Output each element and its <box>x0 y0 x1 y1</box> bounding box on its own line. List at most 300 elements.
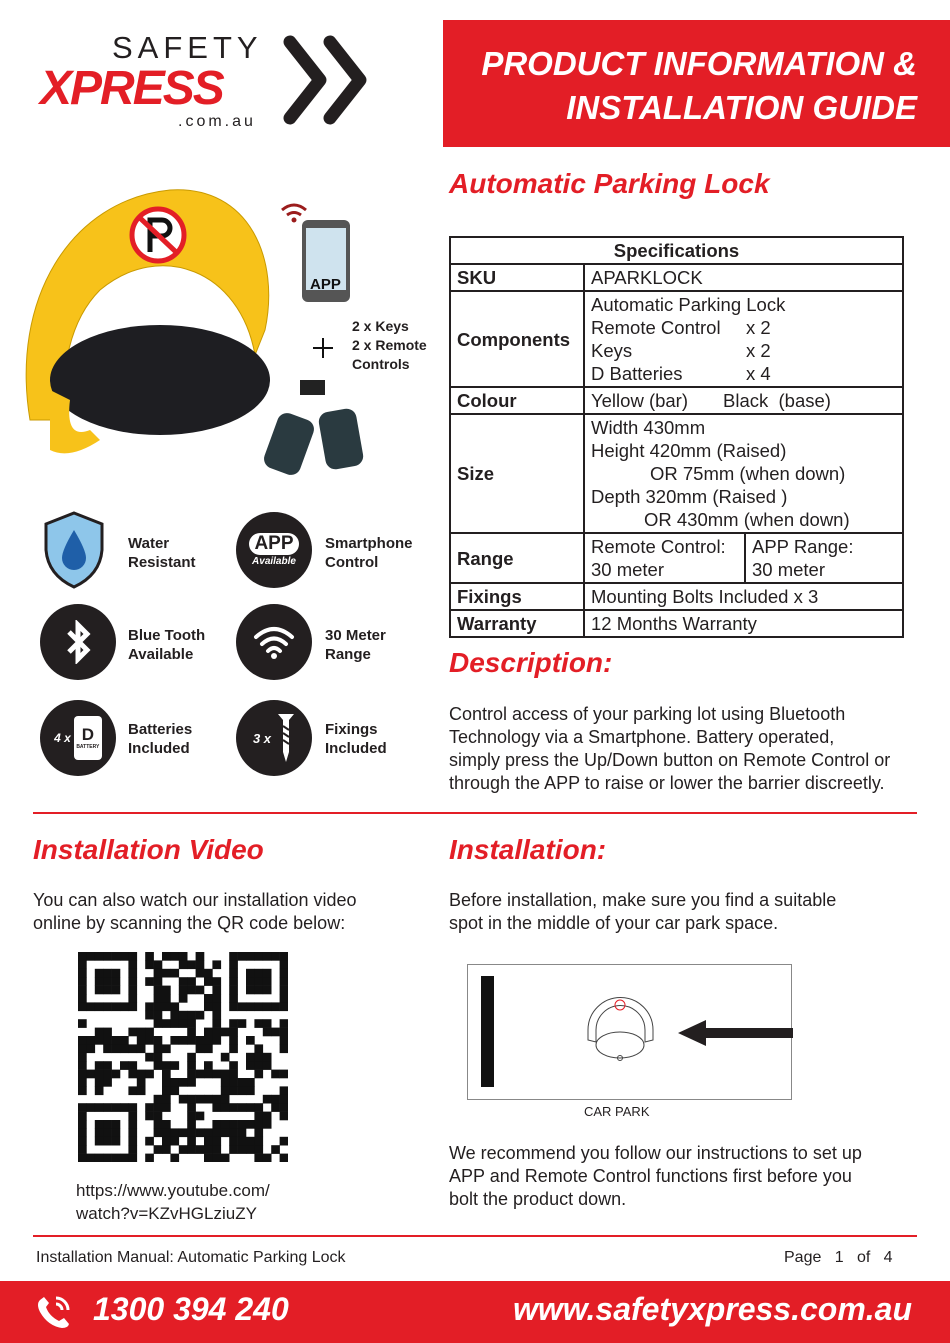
qr-module <box>179 1145 188 1154</box>
qr-module <box>246 986 255 995</box>
qr-module <box>221 1103 230 1112</box>
qr-module <box>263 1061 272 1070</box>
qr-module <box>196 969 205 978</box>
qr-module <box>145 1028 154 1037</box>
qr-module <box>246 1103 255 1112</box>
qr-module <box>221 1070 230 1079</box>
qr-module <box>170 1011 179 1020</box>
qr-module <box>128 1028 137 1037</box>
qr-module <box>154 1061 163 1070</box>
qr-module <box>254 1137 263 1146</box>
qr-module <box>162 1128 171 1137</box>
qr-module <box>145 1103 154 1112</box>
qr-module <box>187 1120 196 1129</box>
qr-module <box>120 952 129 961</box>
accessory-line: 2 x Keys <box>352 318 409 334</box>
qr-module <box>263 1019 272 1028</box>
qr-module <box>128 1061 137 1070</box>
qr-module <box>246 1036 255 1045</box>
qr-module <box>112 1044 121 1053</box>
manual-title: Installation Manual: Automatic Parking Lock <box>36 1249 346 1266</box>
qr-module <box>179 994 188 1003</box>
qr-module <box>145 960 154 969</box>
qr-module <box>280 986 288 995</box>
qr-module <box>238 1128 247 1137</box>
qr-module <box>103 1044 112 1053</box>
qr-module <box>280 1095 288 1104</box>
bluetooth-icon <box>40 604 116 680</box>
qr-module <box>137 1028 146 1037</box>
qr-module <box>78 1036 87 1045</box>
qr-module <box>204 1044 213 1053</box>
qr-module <box>103 952 112 961</box>
qr-module <box>196 960 205 969</box>
qr-module <box>212 1120 221 1129</box>
qr-module <box>263 1002 272 1011</box>
qr-module <box>154 1002 163 1011</box>
qr-module <box>212 1095 221 1104</box>
qr-module <box>212 1070 221 1079</box>
qr-module <box>196 1011 205 1020</box>
qr-module <box>162 1095 171 1104</box>
qr-module <box>187 1036 196 1045</box>
qr-module <box>86 1002 95 1011</box>
qr-module <box>229 1145 238 1154</box>
qr-module <box>86 1036 95 1045</box>
table-row: Range Remote Control: 30 meter APP Range: 30 meter <box>450 533 903 583</box>
qr-module <box>204 1036 213 1045</box>
qr-module <box>271 1070 280 1079</box>
qr-module <box>78 1086 87 1095</box>
feature-label: Fixings Included <box>325 721 387 757</box>
qr-module <box>229 1036 238 1045</box>
qr-module <box>95 952 104 961</box>
qr-module <box>196 952 205 961</box>
qr-module <box>246 1120 255 1129</box>
table-title: Specifications <box>450 237 903 264</box>
qr-module <box>204 1002 213 1011</box>
qr-module <box>128 1070 137 1079</box>
qr-module <box>187 1053 196 1062</box>
qr-module <box>196 1128 205 1137</box>
logo-domain: .com.au <box>178 113 256 130</box>
video-text: You can also watch our installation video online by scanning the QR code below: <box>33 890 357 933</box>
logo <box>38 32 368 132</box>
qr-module <box>280 1036 288 1045</box>
qr-module <box>204 1128 213 1137</box>
qr-module <box>103 969 112 978</box>
table-row: Warranty 12 Months Warranty <box>450 610 903 637</box>
qr-module <box>78 994 87 1003</box>
qr-module <box>137 1070 146 1079</box>
qr-module <box>212 1145 221 1154</box>
qr-module <box>162 1002 171 1011</box>
parking-lock-outline-icon <box>583 990 658 1065</box>
qr-module <box>78 1078 87 1087</box>
qr-module <box>229 1061 238 1070</box>
qr-module <box>95 986 104 995</box>
chevrons-icon <box>282 34 372 126</box>
qr-module <box>254 1061 263 1070</box>
qr-module <box>145 1011 154 1020</box>
qr-module <box>170 1128 179 1137</box>
qr-module <box>187 1137 196 1146</box>
website-link[interactable]: www.safetyxpress.com.au <box>513 1291 912 1327</box>
qr-module <box>254 1112 263 1121</box>
qr-module <box>212 1011 221 1020</box>
qr-module <box>254 1053 263 1062</box>
qr-module <box>179 1095 188 1104</box>
phone-icon <box>34 1294 74 1330</box>
qr-module <box>238 1019 247 1028</box>
qr-module <box>154 994 163 1003</box>
qr-module <box>179 977 188 986</box>
qr-module <box>95 1137 104 1146</box>
qr-module <box>254 986 263 995</box>
qr-module <box>162 1044 171 1053</box>
qr-module <box>229 1128 238 1137</box>
description-heading: Description: <box>449 647 613 678</box>
qr-module <box>254 1070 263 1079</box>
qr-module <box>103 1070 112 1079</box>
qr-module <box>128 1128 137 1137</box>
qr-module <box>95 1154 104 1162</box>
feature-label: 30 Meter Range <box>325 627 386 663</box>
qr-module <box>95 1120 104 1129</box>
qr-module <box>187 986 196 995</box>
qr-module <box>145 952 154 961</box>
qr-module <box>103 1103 112 1112</box>
qr-module <box>212 1028 221 1037</box>
qr-module <box>229 986 238 995</box>
qr-module <box>221 1078 230 1087</box>
table-row: Fixings Mounting Bolts Included x 3 <box>450 583 903 610</box>
battery-icon: 4 x D BATTERY <box>40 700 116 776</box>
qr-module <box>95 1061 104 1070</box>
qr-module <box>162 952 171 961</box>
qr-module <box>145 1036 154 1045</box>
qr-module <box>196 986 205 995</box>
qr-module <box>112 1128 121 1137</box>
qr-module <box>120 1103 129 1112</box>
qr-module <box>95 1036 104 1045</box>
qr-module <box>120 1154 129 1162</box>
qr-module <box>187 960 196 969</box>
table-row: Size Width 430mm Height 420mm (Raised) OR 75mm (when down) Depth 320mm (Raised ) OR 430mm (when down) <box>450 414 903 533</box>
qr-module <box>238 1120 247 1129</box>
divider <box>33 812 917 814</box>
qr-module <box>154 977 163 986</box>
qr-module <box>162 1019 171 1028</box>
qr-module <box>280 969 288 978</box>
video-url[interactable]: https://www.youtube.com/ watch?v=KZvHGLziuZY <box>76 1181 270 1223</box>
qr-module <box>271 952 280 961</box>
qr-module <box>78 1112 87 1121</box>
qr-module <box>103 1078 112 1087</box>
qr-module <box>78 977 87 986</box>
qr-module <box>78 1053 87 1062</box>
qr-module <box>95 969 104 978</box>
qr-module <box>137 1078 146 1087</box>
qr-module <box>78 1103 87 1112</box>
qr-module <box>103 1120 112 1129</box>
qr-module <box>254 1120 263 1129</box>
qr-module <box>187 1112 196 1121</box>
qr-module <box>246 1145 255 1154</box>
qr-module <box>154 1128 163 1137</box>
qr-module <box>95 1002 104 1011</box>
qr-module <box>179 960 188 969</box>
qr-module <box>196 1070 205 1079</box>
qr-module <box>229 1019 238 1028</box>
qr-module <box>221 1086 230 1095</box>
qr-module <box>280 1112 288 1121</box>
qr-module <box>221 1120 230 1129</box>
qr-module <box>246 1137 255 1146</box>
qr-module <box>86 952 95 961</box>
description-text: Control access of your parking lot using Bluetooth Technology via a Smartphone. Battery operated, simply press the Up/Down button on Remote Control or through the APP to raise or lower the barrier discreetly. <box>449 704 891 793</box>
qr-module <box>128 1086 137 1095</box>
qr-module <box>179 1019 188 1028</box>
qr-module <box>280 960 288 969</box>
qr-module <box>196 1036 205 1045</box>
app-label: APP <box>310 276 341 293</box>
qr-module <box>280 1044 288 1053</box>
qr-module <box>103 1036 112 1045</box>
qr-module <box>229 960 238 969</box>
qr-module <box>212 1019 221 1028</box>
qr-module <box>179 1011 188 1020</box>
qr-module <box>271 1103 280 1112</box>
qr-module <box>238 1137 247 1146</box>
qr-module <box>263 1112 272 1121</box>
qr-module <box>154 1011 163 1020</box>
qr-module <box>162 1086 171 1095</box>
installation-note: We recommend you follow our instructions to set up APP and Remote Control functions first before you bolt the product down. <box>449 1143 862 1209</box>
qr-module <box>128 1137 137 1146</box>
qr-module <box>103 1028 112 1037</box>
qr-module <box>280 1154 288 1162</box>
installation-heading: Installation: <box>449 834 607 865</box>
qr-module <box>78 1044 87 1053</box>
screw-icon: 3 x <box>236 700 312 776</box>
qr-module <box>103 1154 112 1162</box>
qr-module <box>120 1044 129 1053</box>
qr-module <box>112 969 121 978</box>
qr-module <box>154 1095 163 1104</box>
product-title: Automatic Parking Lock <box>449 168 770 199</box>
qr-module <box>78 1002 87 1011</box>
qr-module <box>103 977 112 986</box>
qr-module <box>212 1036 221 1045</box>
qr-module <box>187 1103 196 1112</box>
qr-module <box>145 1053 154 1062</box>
qr-module <box>221 1095 230 1104</box>
qr-module <box>212 986 221 995</box>
table-row <box>450 237 903 264</box>
qr-module <box>254 1128 263 1137</box>
qr-module <box>221 1154 230 1162</box>
qr-module <box>103 1137 112 1146</box>
qr-module <box>145 1112 154 1121</box>
qr-module <box>103 1128 112 1137</box>
qr-module <box>162 986 171 995</box>
qr-module <box>170 1086 179 1095</box>
qr-module <box>120 1036 129 1045</box>
qr-module <box>238 1002 247 1011</box>
qr-module <box>196 1095 205 1104</box>
qr-module <box>229 1028 238 1037</box>
qr-module <box>238 952 247 961</box>
qr-module <box>204 1061 213 1070</box>
qr-module <box>170 1036 179 1045</box>
qr-module <box>280 1086 288 1095</box>
qr-module <box>246 1053 255 1062</box>
phone-number[interactable]: 1300 394 240 <box>93 1291 289 1327</box>
qr-module <box>187 1145 196 1154</box>
qr-module <box>128 960 137 969</box>
qr-module <box>221 1128 230 1137</box>
feature-label: Water Resistant <box>128 535 196 571</box>
qr-module <box>170 1061 179 1070</box>
qr-module <box>112 952 121 961</box>
qr-module <box>280 1103 288 1112</box>
qr-module <box>162 1078 171 1087</box>
qr-module <box>204 1028 213 1037</box>
qr-module <box>187 1095 196 1104</box>
wifi-icon <box>236 604 312 680</box>
qr-module <box>179 986 188 995</box>
qr-module <box>254 952 263 961</box>
feature-label: Batteries Included <box>128 721 193 757</box>
qr-module <box>280 1137 288 1146</box>
qr-module <box>187 1019 196 1028</box>
qr-module <box>212 1128 221 1137</box>
divider <box>33 1235 917 1237</box>
qr-module <box>229 1086 238 1095</box>
qr-module <box>254 1044 263 1053</box>
qr-module <box>137 1086 146 1095</box>
qr-module <box>78 1154 87 1162</box>
qr-module <box>137 1036 146 1045</box>
qr-module <box>229 1078 238 1087</box>
qr-module <box>128 1112 137 1121</box>
qr-module <box>78 1128 87 1137</box>
qr-module <box>112 986 121 995</box>
qr-module <box>112 1154 121 1162</box>
qr-module <box>238 1078 247 1087</box>
water-drop-shield-icon <box>42 510 106 590</box>
product-image <box>10 180 440 490</box>
logo-top: SAFETY <box>112 30 263 65</box>
qr-module <box>86 1154 95 1162</box>
qr-module <box>212 1103 221 1112</box>
qr-module <box>78 1019 87 1028</box>
qr-module <box>254 969 263 978</box>
qr-module <box>78 952 87 961</box>
qr-module <box>128 986 137 995</box>
qr-module <box>263 1154 272 1162</box>
components-list: Automatic Parking Lock Remote Control x 2 Keys x 2 D Batteries x 4 <box>584 291 903 387</box>
qr-module <box>95 977 104 986</box>
qr-module <box>204 1145 213 1154</box>
page-indicator: Page 1 of 4 <box>784 1249 893 1266</box>
table-row: SKU APARKLOCK <box>450 264 903 291</box>
qr-module <box>145 977 154 986</box>
qr-module <box>162 1070 171 1079</box>
qr-module <box>212 977 221 986</box>
qr-code[interactable] <box>78 952 288 1162</box>
qr-module <box>229 1002 238 1011</box>
car-park-diagram <box>467 964 792 1100</box>
qr-module <box>78 969 87 978</box>
qr-module <box>204 1137 213 1146</box>
qr-module <box>112 977 121 986</box>
qr-module <box>154 960 163 969</box>
qr-module <box>103 986 112 995</box>
qr-module <box>112 1137 121 1146</box>
qr-module <box>162 1061 171 1070</box>
qr-module <box>78 1061 87 1070</box>
qr-module <box>280 977 288 986</box>
qr-module <box>263 1053 272 1062</box>
qr-module <box>154 1112 163 1121</box>
qr-module <box>86 1070 95 1079</box>
qr-module <box>212 1154 221 1162</box>
qr-module <box>95 1078 104 1087</box>
qr-module <box>204 1070 213 1079</box>
qr-module <box>145 1137 154 1146</box>
footer-bar <box>0 1281 950 1343</box>
qr-module <box>196 1112 205 1121</box>
qr-module <box>187 1070 196 1079</box>
qr-module <box>204 994 213 1003</box>
qr-module <box>254 1103 263 1112</box>
qr-module <box>187 1011 196 1020</box>
qr-module <box>263 986 272 995</box>
qr-module <box>246 952 255 961</box>
qr-module <box>154 1145 163 1154</box>
qr-module <box>78 986 87 995</box>
qr-module <box>78 1137 87 1146</box>
qr-module <box>238 1145 247 1154</box>
qr-module <box>212 994 221 1003</box>
header-line-2: INSTALLATION GUIDE <box>566 89 917 126</box>
qr-module <box>78 960 87 969</box>
qr-module <box>204 977 213 986</box>
app-cloud-icon: APP Available <box>236 512 312 588</box>
table-row: Components Automatic Parking Lock Remote Control x 2 Keys x 2 D Batteries x 4 <box>450 291 903 387</box>
qr-module <box>212 1137 221 1146</box>
qr-module <box>187 1061 196 1070</box>
qr-module <box>204 969 213 978</box>
qr-module <box>78 1145 87 1154</box>
qr-module <box>103 1061 112 1070</box>
qr-module <box>170 1078 179 1087</box>
qr-module <box>95 1028 104 1037</box>
qr-module <box>246 1086 255 1095</box>
qr-module <box>246 977 255 986</box>
qr-module <box>254 977 263 986</box>
qr-module <box>128 1002 137 1011</box>
qr-module <box>154 1036 163 1045</box>
qr-module <box>263 1120 272 1129</box>
qr-module <box>271 1002 280 1011</box>
installation-intro: Before installation, make sure you find a suitable spot in the middle of your car park space. <box>449 890 837 933</box>
qr-module <box>145 1070 154 1079</box>
qr-module <box>120 1061 129 1070</box>
qr-module <box>128 994 137 1003</box>
